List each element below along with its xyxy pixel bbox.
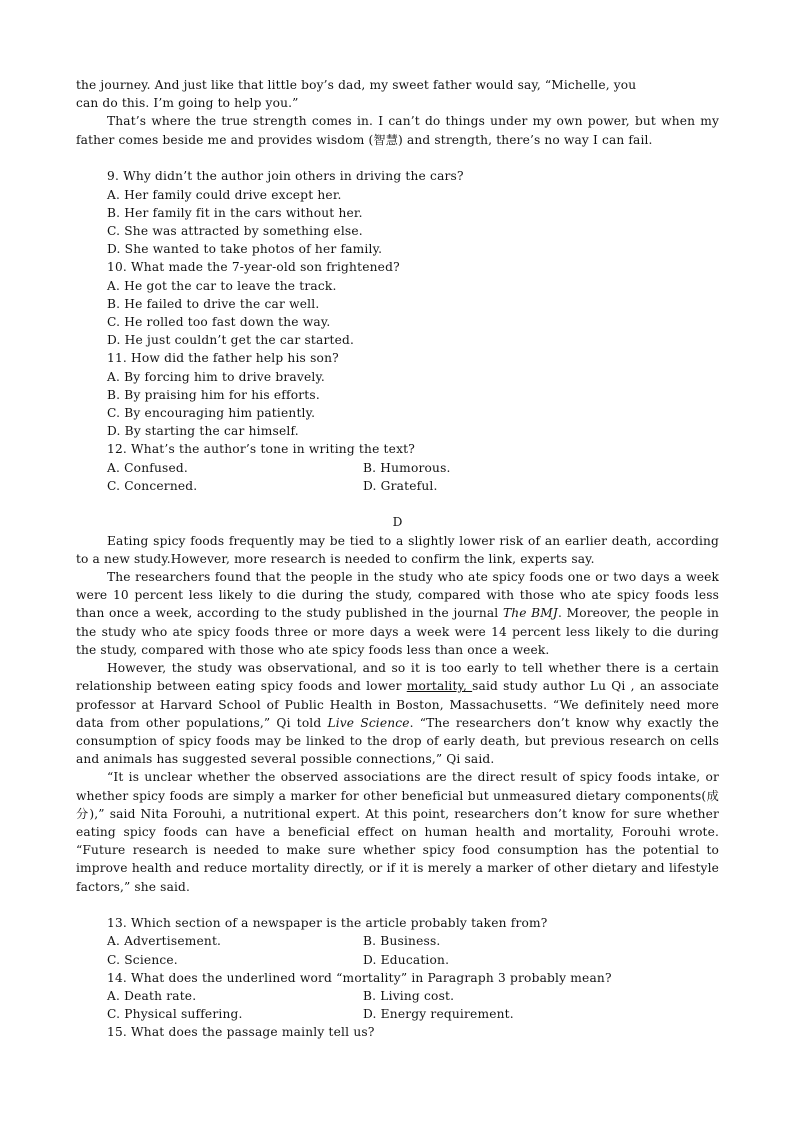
option: A. Death rate. (107, 989, 197, 1004)
question-stem: 9. Why didn’t the author join others in driving the cars? (107, 169, 464, 184)
exam-page (76, 76, 719, 1042)
option-row (76, 477, 719, 495)
option: C. She was attracted by something else. (107, 223, 363, 238)
option: D. Energy requirement. (363, 1007, 514, 1022)
option: D. She wanted to take photos of her family. (107, 242, 383, 257)
question-stem: 10. What made the 7-year-old son frightened? (107, 260, 400, 275)
option-row (76, 951, 719, 969)
option: B. Humorous. (363, 460, 451, 475)
passage-d-paragraph-2: The researchers found that the people in the study who ate spicy foods one or two days a week were 10 percent less likely to die during the study, compared with those who ate spicy foods less than once a week, according to the study published in the journal The BMJ. Moreover, the people in the study who ate spicy foods three or more days a week were 14 percent less likely to die during the study, compared with those who ate spicy foods less than once a week. (76, 570, 719, 657)
option: C. By encouraging him patiently. (107, 405, 316, 420)
option: A. By forcing him to drive bravely. (107, 369, 326, 384)
option: D. By starting the car himself. (107, 424, 299, 439)
option: C. Physical suffering. (107, 1007, 243, 1022)
option-row (76, 987, 719, 1005)
question-stem: 15. What does the passage mainly tell us? (107, 1025, 375, 1040)
option: B. Her family fit in the cars without her. (107, 205, 363, 220)
option: A. He got the car to leave the track. (107, 278, 337, 293)
option: A. Confused. (107, 460, 188, 475)
option: B. Business. (363, 934, 441, 949)
question-stem: 14. What does the underlined word “mortality” in Paragraph 3 probably mean? (107, 970, 612, 985)
option: B. By praising him for his efforts. (107, 387, 320, 402)
option: C. He rolled too fast down the way. (107, 314, 331, 329)
option: A. Advertisement. (107, 934, 222, 949)
passage-d-paragraph-4: “It is unclear whether the observed associations are the direct result of spicy foods intake, or whether spicy foods are simply a marker for other beneficial but unmeasured dietary components(成分),” said Nita Forouhi, a nutritional expert. At this point, researchers don’t know for sure whether eating spicy foods can have a beneficial effect on human health and mortality, Forouhi wrote. “Future research is needed to make sure whether spicy food consumption has the potential to improve health and reduce mortality directly, or if it is merely a marker of other dietary and lifestyle factors,” she said. (76, 770, 719, 894)
option: B. He failed to drive the car well. (107, 296, 320, 311)
journal-name: The BMJ (502, 606, 558, 621)
option: D. Grateful. (363, 478, 438, 493)
option: A. Her family could drive except her. (107, 187, 342, 202)
passage-d-paragraph-1: Eating spicy foods frequently may be tied to a slightly lower risk of an earlier death, according to a new study.However, more research is needed to confirm the link, experts say. (76, 533, 719, 566)
question-stem: 13. Which section of a newspaper is the article probably taken from? (107, 916, 548, 931)
passage-d-paragraph-3: However, the study was observational, and so it is too early to tell whether there is a certain relationship between eating spicy foods and lower mortality, said study author Lu Qi , an associate professor at Harvard School of Public Health in Boston, Massachusetts. “We definitely need more data from other populations,” Qi told Live Science. “The researchers don’t know why exactly the consumption of spicy foods may be linked to the drop of early death, but previous research on cells and animals has suggested several possible connections,” Qi said. (76, 661, 720, 767)
option: D. Education. (363, 952, 450, 967)
passage-c-line: can do this. I’m going to help you.” (76, 96, 299, 111)
question-stem: 12. What’s the author’s tone in writing the text? (107, 442, 415, 457)
option: B. Living cost. (363, 989, 455, 1004)
option-row (76, 932, 719, 950)
underlined-word: mortality, (406, 679, 473, 694)
passage-c-paragraph: That’s where the true strength comes in. I can’t do things under my own power, but when my father comes beside me and provides wisdom (智慧) and strength, there’s no way I can fail. (76, 114, 719, 147)
option-row (76, 459, 719, 477)
question-stem: 11. How did the father help his son? (107, 351, 339, 366)
option-row (76, 1005, 719, 1023)
magazine-name: Live Science (327, 715, 410, 730)
option: C. Concerned. (107, 478, 198, 493)
option: D. He just couldn’t get the car started. (107, 333, 355, 348)
section-title: D (392, 515, 403, 530)
passage-c-line: the journey. And just like that little boy’s dad, my sweet father would say, “Michelle, you (76, 78, 637, 92)
option: C. Science. (107, 952, 178, 967)
